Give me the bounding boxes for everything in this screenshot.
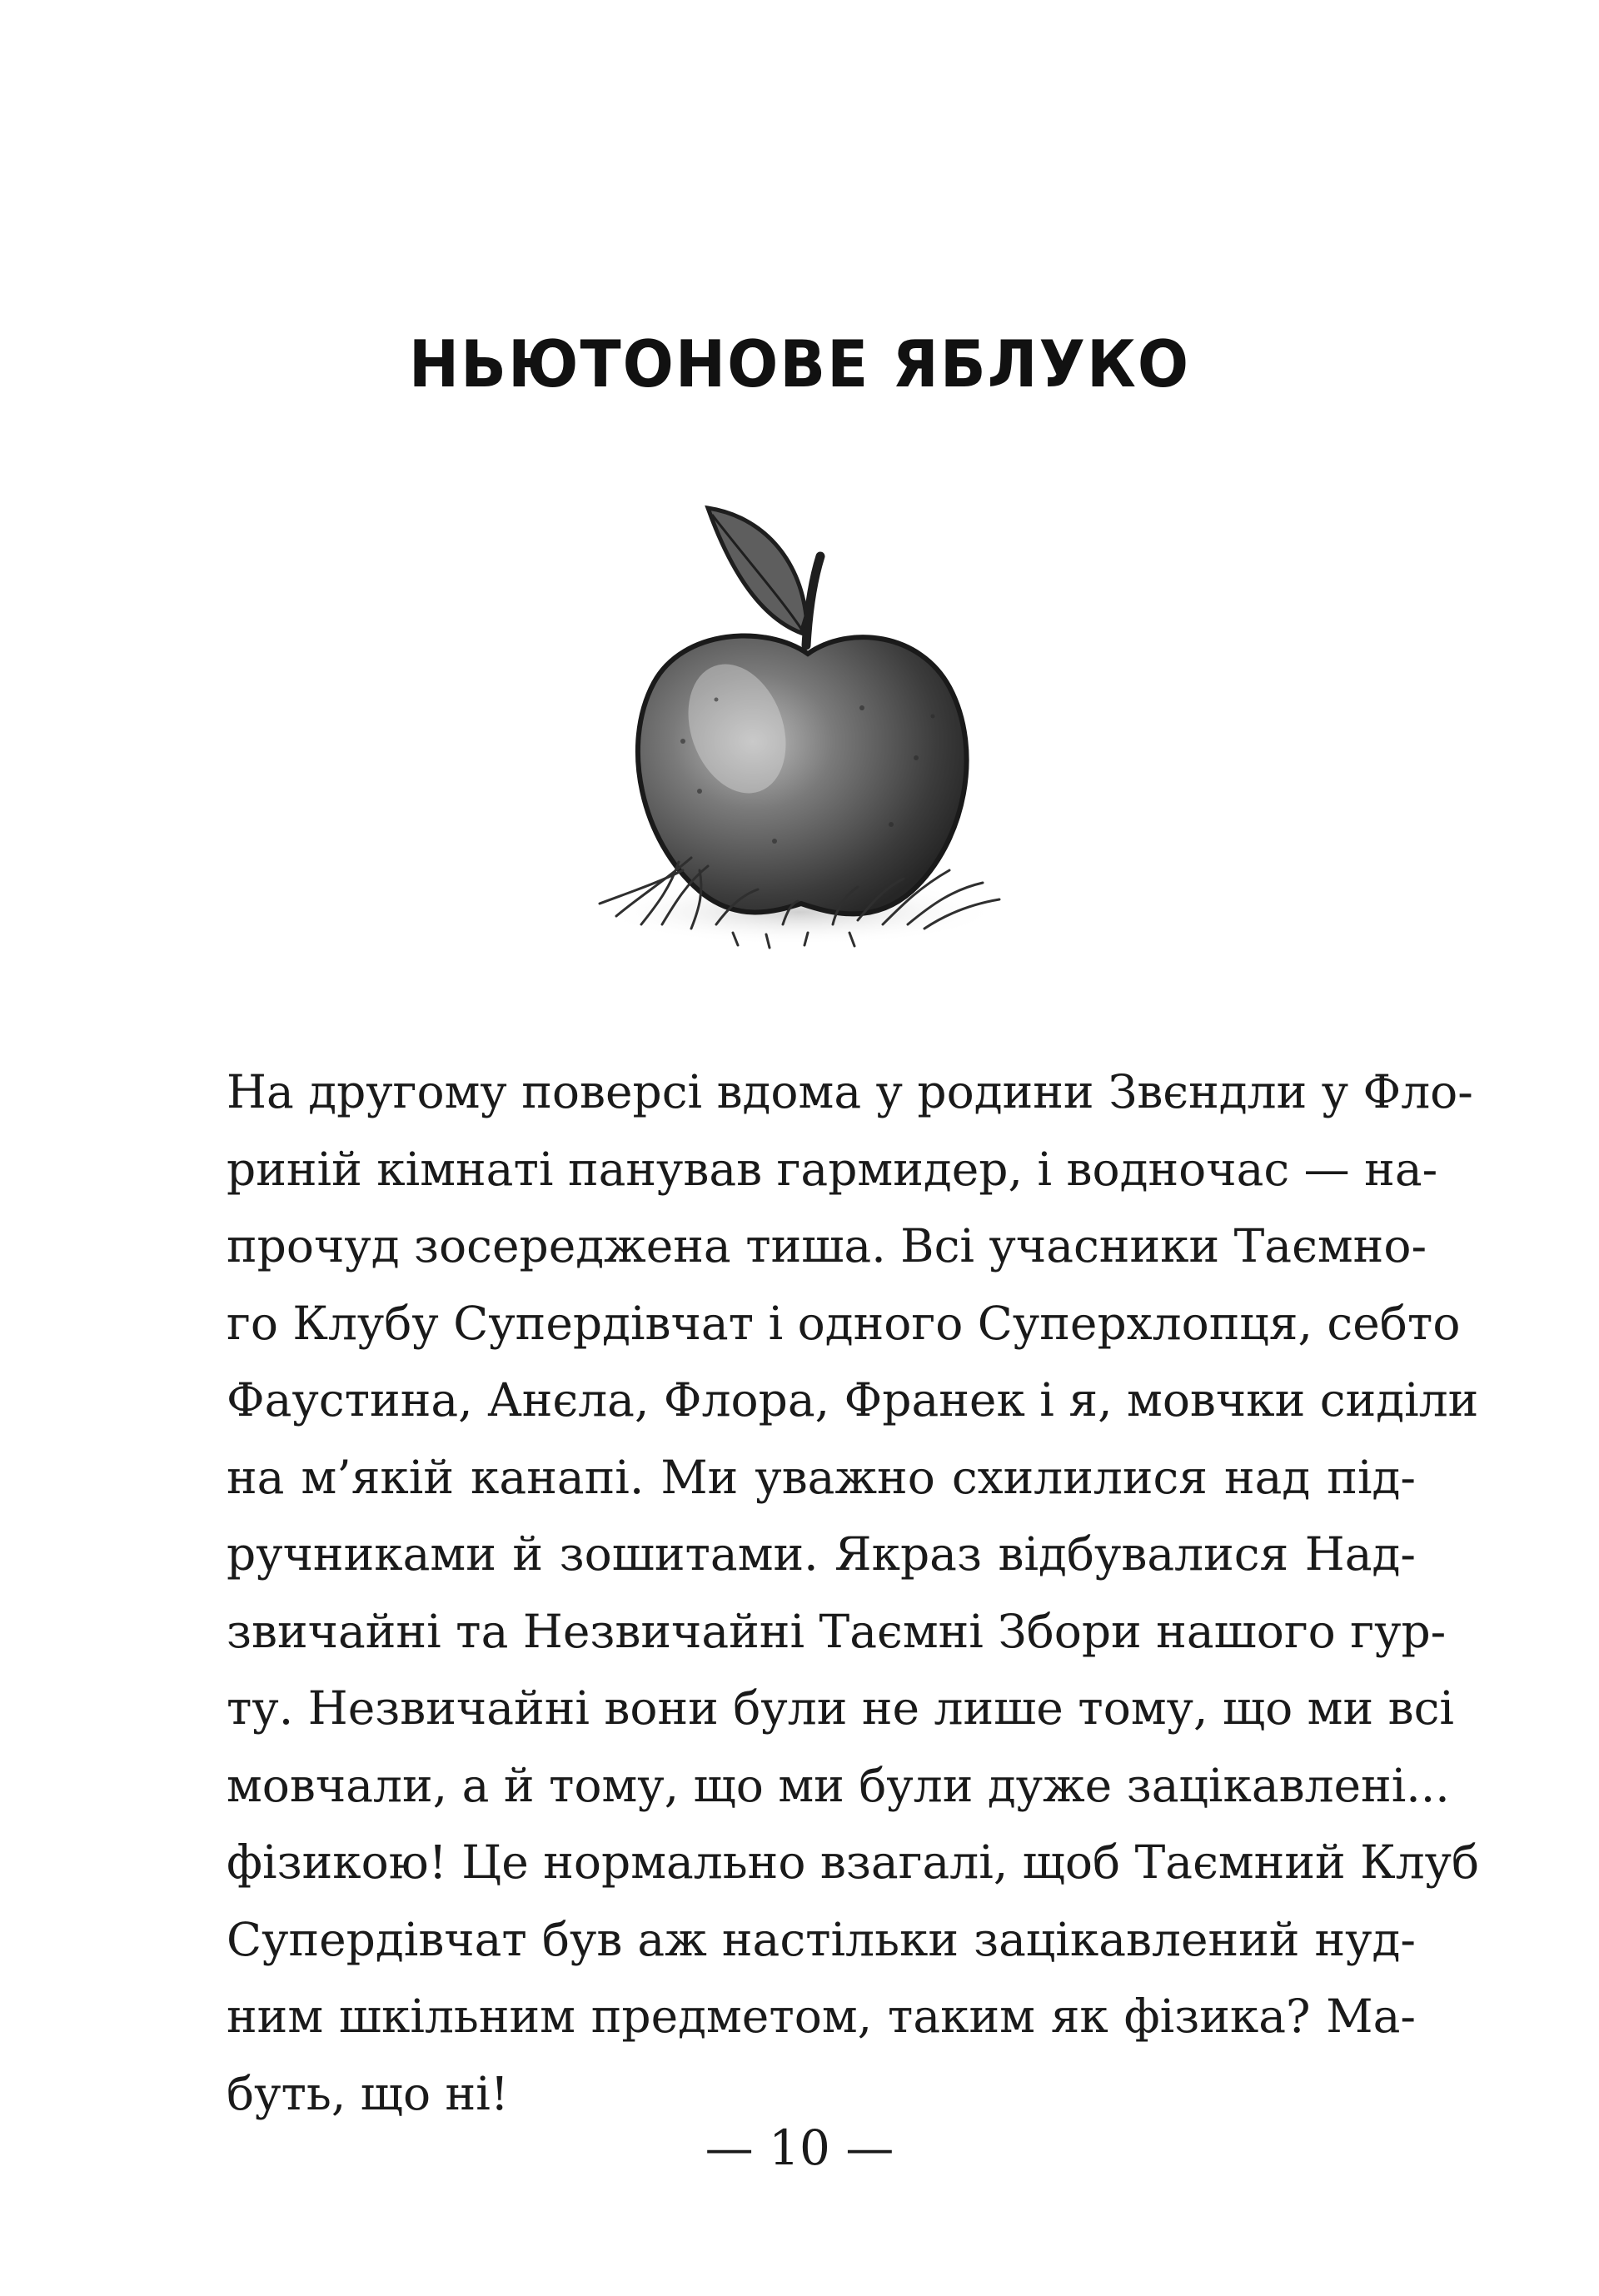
text-line: го Клубу Супердівчат і одного Суперхлопця, себто [227,1296,1461,1350]
text-line: мовчали, а й тому, що ми були дуже зацікавлені... [227,1758,1450,1812]
apple-stem [806,556,820,645]
page-number: — 10 — [705,2119,894,2176]
apple-body [638,635,967,914]
chapter-title: НЬЮТОНОВЕ ЯБЛУКО [408,326,1191,402]
text-line: ручниками й зошитами. Якраз відбувалися Над- [227,1527,1416,1581]
text-line: На другому поверсі вдома у родини Звєндли у Фло- [227,1065,1473,1118]
text-line: Супердівчат був аж настільки зацікавлений нуд- [227,1912,1416,1966]
text-line: звичайні та Незвичайні Таємні Збори нашого гур- [227,1604,1447,1658]
text-line: фізикою! Це нормально взагалі, щоб Таємний Клуб [227,1835,1480,1889]
text-line: буть, що ні! [227,2066,509,2120]
text-line: Фаустина, Анєла, Флора, Франек і я, мовчки сиділи [227,1373,1479,1427]
text-line: ту. Незвичайні вони були не лише тому, що ми всі [227,1681,1454,1735]
text-line: риній кімнаті панував гармидер, і водночас — на- [227,1142,1438,1196]
body-paragraph [227,1053,1480,2132]
text-line: ним шкільним предметом, таким як фізика? Ма- [227,1990,1416,2043]
text-line: на м’якій канапі. Ми уважно схилилися над під- [227,1450,1416,1504]
apple-illustration [583,491,1016,958]
text-line: прочуд зосереджена тиша. Всі учасники Таємно- [227,1219,1427,1273]
